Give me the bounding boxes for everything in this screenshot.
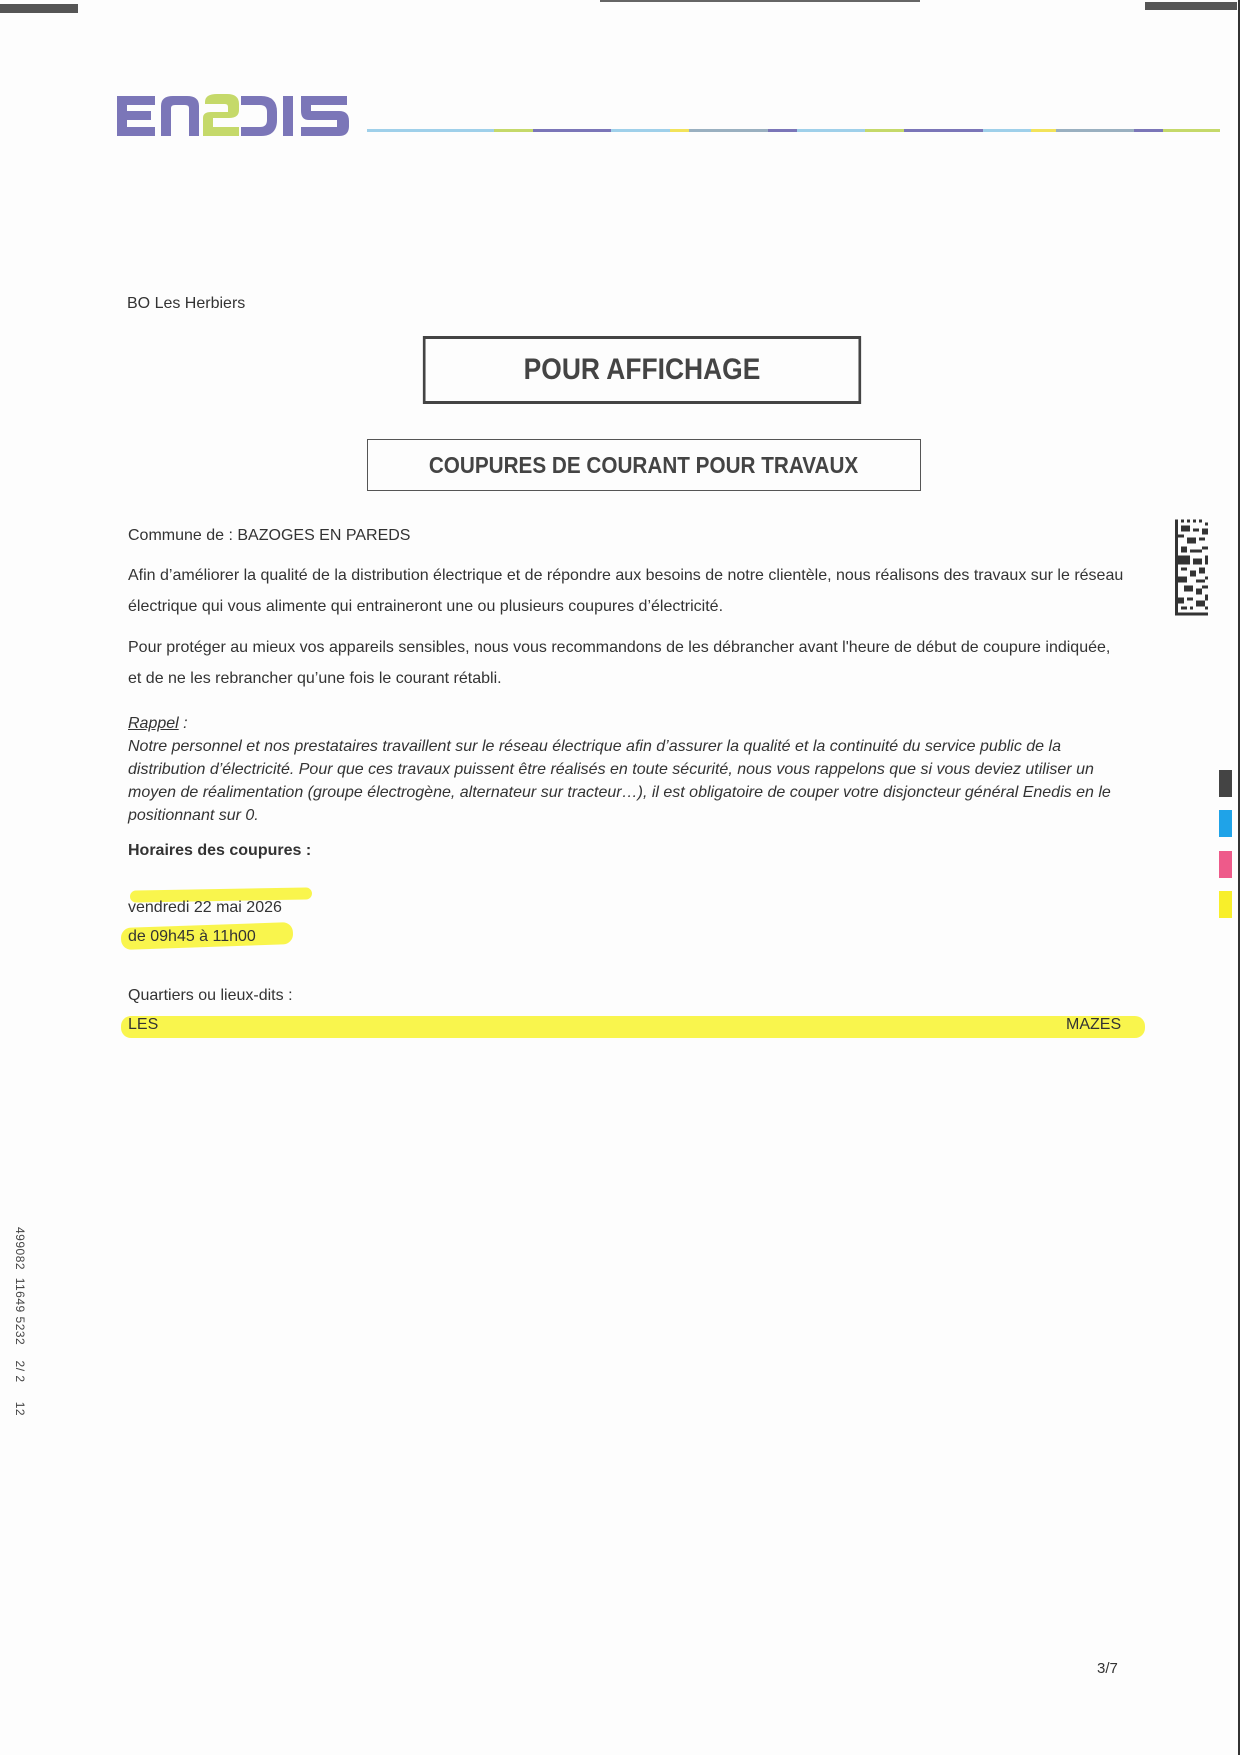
decorative-rule — [367, 129, 1220, 132]
schedule-date: vendredi 22 mai 2026 — [128, 899, 282, 916]
schedule-heading: Horaires des coupures : — [128, 842, 312, 859]
scan-mark-left — [0, 4, 78, 13]
print-swatch-black — [1219, 770, 1232, 797]
rappel-block — [128, 712, 1128, 827]
location-left: LES — [128, 1016, 159, 1033]
schedule-time: de 09h45 à 11h00 — [128, 928, 256, 945]
margin-reference-code: 499082 11649 5232 2/ 2 12 — [13, 1227, 27, 1417]
subtitle-text: COUPURES DE COURANT POUR TRAVAUX — [429, 451, 859, 478]
rappel-text: Notre personnel et nos prestataires travaillent sur le réseau électrique afin d’assurer la qualité et la continuité du service public de la distribution d’électricité. Pour que ces travaux puissent être réalisés en toute sécurité, nous vous rappelons que si vous deviez utiliser un moyen de réalimentation (groupe électrogène, alternateur sur tracteur…), il est obligatoire de couper votre disjoncteur général Enedis en le positionnant sur 0. — [128, 738, 1111, 824]
locations-heading: Quartiers ou lieux-dits : — [128, 987, 293, 1004]
commune: Commune de : BAZOGES EN PAREDS — [128, 527, 411, 544]
paragraph-advice: Pour protéger au mieux vos appareils sensibles, nous vous recommandons de les débrancher avant l'heure de début de coupure indiquée, et de ne les rebrancher qu’une fois le courant rétabli. — [128, 639, 1111, 687]
page-number: 3/7 — [1097, 1660, 1118, 1677]
print-swatch-cyan — [1219, 810, 1232, 837]
enedis-logo — [115, 88, 355, 144]
sender-office: BO Les Herbiers — [127, 295, 246, 312]
print-swatch-magenta — [1219, 851, 1232, 878]
rappel-label: Rappel — [128, 715, 179, 732]
scan-mark-right — [1145, 2, 1237, 10]
datamatrix-code — [1175, 519, 1208, 616]
scan-mark-top — [600, 0, 920, 2]
highlight-locations — [121, 1016, 1145, 1038]
title-box: POUR AFFICHAGE — [423, 336, 861, 404]
paragraph-intro: Afin d’améliorer la qualité de la distribution électrique et de répondre aux besoins de notre clientèle, nous réalisons des travaux sur le réseau électrique qui vous alimente qui entraineront une ou plusieurs coupures d’électricité. — [128, 567, 1124, 615]
location-right: MAZES — [1066, 1016, 1122, 1033]
rappel-colon: : — [178, 715, 188, 732]
subtitle-box — [367, 439, 921, 491]
print-swatch-yellow — [1219, 891, 1232, 918]
